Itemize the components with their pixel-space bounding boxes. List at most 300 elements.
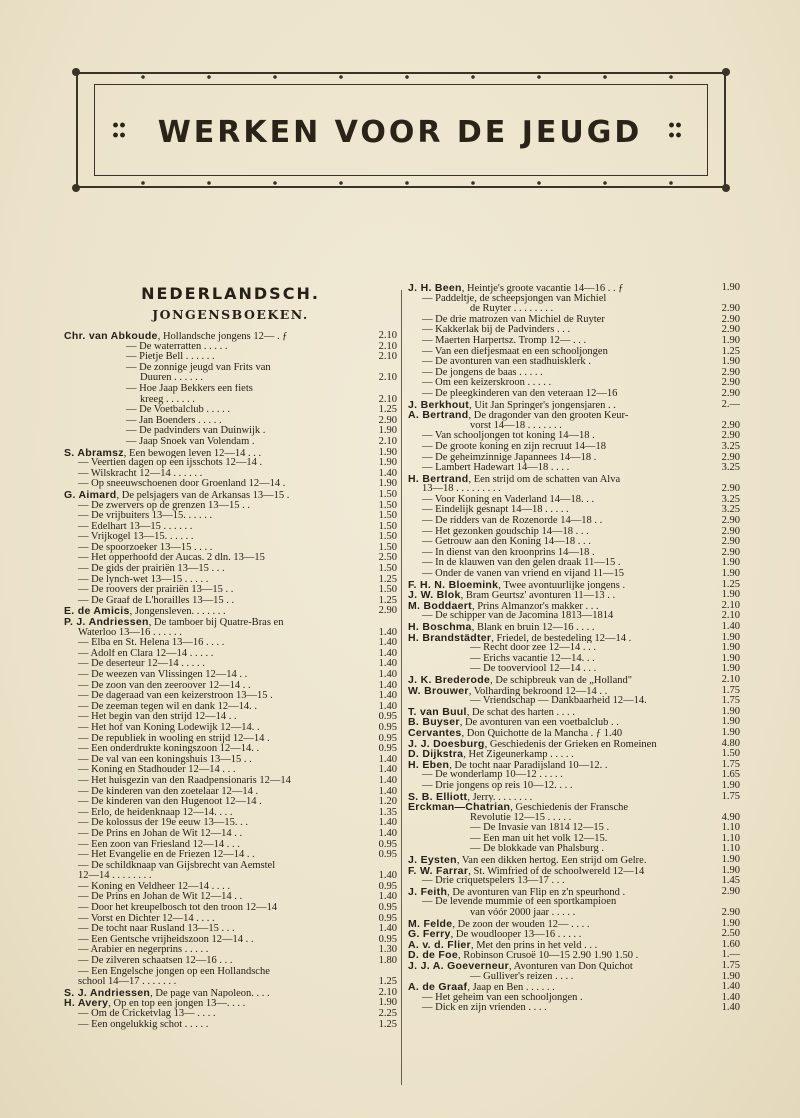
book-title bbox=[408, 389, 740, 400]
book-title bbox=[64, 882, 397, 893]
book-title bbox=[64, 448, 397, 459]
ornament-left-icon bbox=[112, 120, 126, 140]
book-entry bbox=[64, 617, 397, 628]
title-text: — Een onderdrukte koningszoon 12—14. . bbox=[78, 744, 260, 755]
author-name: J. Berkhout bbox=[408, 399, 470, 411]
book-title bbox=[64, 734, 397, 745]
title-text: , Uit Jan Springer's jongensjaren . . bbox=[469, 399, 616, 411]
page-title: WERKEN VOOR DE JEUGD bbox=[157, 115, 643, 150]
book-entry bbox=[64, 628, 397, 639]
book-title bbox=[408, 304, 740, 315]
book-price: 2.90 bbox=[721, 547, 740, 558]
book-title bbox=[64, 998, 397, 1009]
title-text: , Avonturen van Don Quichot bbox=[509, 961, 633, 972]
title-text: , De zoon der wouden 12— . . . . bbox=[452, 918, 590, 930]
title-text: — De spoorzoeker 13—15 . . . . bbox=[78, 542, 213, 553]
book-price: 1.25 bbox=[378, 574, 397, 585]
book-title bbox=[64, 723, 397, 734]
title-text: — Koning en Stadhouder 12—14 . . . bbox=[78, 765, 236, 776]
title-text: , Jongensleven. . . . . . . bbox=[129, 606, 226, 618]
title-text: de Ruyter . . . . . . . . bbox=[470, 304, 554, 315]
book-title bbox=[408, 601, 740, 612]
book-entry bbox=[64, 342, 397, 353]
book-title bbox=[408, 315, 740, 326]
book-title bbox=[64, 543, 397, 554]
title-text: — Van een diefjesmaat en een schooljongen bbox=[422, 346, 608, 357]
book-entry bbox=[408, 813, 740, 824]
title-text: , Jerry. . . . . . . . bbox=[467, 791, 533, 803]
book-title bbox=[64, 755, 397, 766]
title-text: — De dageraad van een keizerstroon 13—15 . bbox=[78, 691, 273, 702]
book-title bbox=[64, 818, 397, 829]
book-price: 1.90 bbox=[378, 998, 397, 1009]
title-text: — Het hof van Koning Lodewijk 12—14. . bbox=[78, 722, 260, 733]
book-entry bbox=[408, 590, 740, 601]
book-price: 2.90 bbox=[721, 388, 740, 399]
book-entry bbox=[408, 897, 740, 908]
title-text: — De zeeman tegen wil en dank 12—14. . bbox=[78, 701, 258, 712]
book-entry bbox=[408, 844, 740, 855]
book-title bbox=[64, 935, 397, 946]
book-title bbox=[408, 686, 740, 697]
book-title bbox=[64, 352, 397, 363]
title-text: 12—14 . . . . . . . . bbox=[78, 871, 152, 882]
book-entry bbox=[408, 876, 740, 887]
book-title bbox=[408, 654, 740, 665]
book-price: 1.10 bbox=[721, 823, 740, 834]
book-title bbox=[408, 855, 740, 866]
title-text: — De avonturen van een stadhuisklerk . bbox=[422, 357, 591, 368]
book-entry bbox=[64, 998, 397, 1009]
book-price: 0.95 bbox=[378, 712, 397, 723]
book-price: 2.10 bbox=[721, 611, 740, 622]
author-name: A. de Graaf bbox=[408, 982, 468, 993]
title-text: — De schildknaap van Gijsbrecht van Aemstel bbox=[78, 860, 276, 871]
title-text: — Gulliver's reizen . . . . bbox=[470, 971, 574, 982]
book-title bbox=[64, 744, 397, 755]
book-entry bbox=[64, 606, 397, 617]
book-title bbox=[408, 897, 740, 908]
book-title bbox=[408, 813, 740, 824]
book-price: 1.25 bbox=[378, 1019, 397, 1030]
book-price: 0.95 bbox=[378, 744, 397, 755]
book-title bbox=[64, 988, 397, 999]
book-price: 1.50 bbox=[378, 532, 397, 543]
book-entry bbox=[64, 702, 397, 713]
book-entry bbox=[64, 776, 397, 787]
book-entry bbox=[64, 903, 397, 914]
right-book-list bbox=[408, 283, 740, 1014]
book-price: 1.90 bbox=[721, 664, 740, 675]
book-entry bbox=[408, 654, 740, 665]
book-entry bbox=[64, 892, 397, 903]
book-price: 1.40 bbox=[378, 818, 397, 829]
author-name: W. Brouwer bbox=[408, 685, 469, 697]
book-price: 2.90 bbox=[378, 415, 397, 426]
book-entry bbox=[64, 596, 397, 607]
book-title bbox=[408, 760, 740, 771]
book-entry bbox=[408, 908, 740, 919]
title-text: — Jan Boenders . . . . . bbox=[126, 415, 222, 426]
title-text: — Een zoon van Friesland 12—14 . . . bbox=[78, 839, 240, 850]
title-text: — De gids der prairiën 13—15 . . . bbox=[78, 564, 225, 575]
book-title bbox=[64, 776, 397, 787]
book-price: 1.50 bbox=[378, 500, 397, 511]
book-entry bbox=[64, 458, 397, 469]
book-price: 1.75 bbox=[721, 791, 740, 802]
left-book-list bbox=[64, 331, 397, 1030]
book-entry bbox=[408, 675, 740, 686]
book-title bbox=[408, 993, 740, 1004]
book-title bbox=[64, 1009, 397, 1020]
book-price: 1.40 bbox=[378, 638, 397, 649]
author-name: H. Boschma bbox=[408, 622, 472, 633]
book-title bbox=[408, 463, 740, 474]
book-title bbox=[64, 342, 397, 353]
book-entry bbox=[408, 792, 740, 803]
book-price: 2.90 bbox=[721, 314, 740, 325]
book-title bbox=[64, 469, 397, 480]
book-price: 2.10 bbox=[378, 987, 397, 998]
book-entry bbox=[408, 505, 740, 516]
book-title bbox=[408, 633, 740, 644]
author-name: T. van Buul bbox=[408, 706, 467, 718]
book-price: 1.80 bbox=[378, 956, 397, 967]
book-entry bbox=[64, 490, 397, 501]
book-title bbox=[64, 712, 397, 723]
book-title bbox=[64, 967, 397, 978]
title-text: — De val van een koningshuis 13—15 . . bbox=[78, 754, 252, 765]
book-price: 1.90 bbox=[721, 643, 740, 654]
title-text: — De zoon van den zeeroover 12—14 . . bbox=[78, 680, 251, 691]
title-text: — Pietje Bell . . . . . . bbox=[126, 352, 215, 363]
title-text: — De levende mummie of een sportkampioen bbox=[422, 897, 617, 908]
book-title bbox=[64, 797, 397, 808]
book-entry bbox=[64, 797, 397, 808]
header-dots-bottom bbox=[110, 180, 692, 186]
book-price: 1.40 bbox=[378, 670, 397, 680]
book-entry bbox=[64, 522, 397, 533]
book-title bbox=[64, 511, 397, 522]
title-text: , Twee avontuurlijke jongens . bbox=[498, 579, 626, 591]
book-price: 0.95 bbox=[378, 934, 397, 945]
title-text: — De Prins en Johan de Wit 12—14 . . bbox=[78, 892, 243, 903]
book-price: 2.90 bbox=[721, 420, 740, 431]
book-title bbox=[408, 717, 740, 728]
book-entry bbox=[64, 840, 397, 851]
title-text: — De republiek in wooling en strijd 12—14 . bbox=[78, 733, 270, 744]
book-title bbox=[64, 458, 397, 469]
title-text: , De woudlooper 13—16 . . . . . bbox=[450, 929, 582, 940]
title-text: , Een bewogen leven 12—14 . . . bbox=[123, 447, 262, 459]
title-text: , De dragonder van den grooten Keur- bbox=[468, 410, 629, 421]
book-title bbox=[408, 347, 740, 358]
book-entry bbox=[64, 448, 397, 459]
title-text: — De roovers der prairiën 13—15 . . bbox=[78, 585, 234, 596]
book-title bbox=[64, 606, 397, 617]
title-text: — Door het kreupelbosch tot den troon 12—14 bbox=[78, 903, 278, 914]
book-entry bbox=[64, 861, 397, 872]
book-entry bbox=[64, 935, 397, 946]
book-title bbox=[64, 363, 397, 374]
book-title bbox=[64, 437, 397, 448]
book-price: 2.10 bbox=[721, 600, 740, 611]
book-title bbox=[64, 924, 397, 935]
book-title bbox=[64, 945, 397, 956]
book-entry bbox=[408, 537, 740, 548]
book-title bbox=[408, 505, 740, 516]
book-entry bbox=[64, 395, 397, 406]
book-price: 3.25 bbox=[721, 494, 740, 505]
title-text: , Hollandsche jongens 12— . ƒ bbox=[157, 331, 288, 342]
book-entry bbox=[64, 977, 397, 988]
book-price: 2.90 bbox=[721, 484, 740, 495]
book-entry bbox=[408, 368, 740, 379]
book-title bbox=[408, 834, 740, 845]
book-title bbox=[64, 765, 397, 776]
book-entry bbox=[408, 347, 740, 358]
book-title bbox=[64, 914, 397, 925]
book-entry bbox=[408, 378, 740, 389]
book-entry bbox=[408, 357, 740, 368]
book-price: 1.90 bbox=[721, 865, 740, 876]
title-text: — De pleegkinderen van den veteraan 12—16 bbox=[422, 388, 618, 399]
book-entry bbox=[408, 294, 740, 305]
title-text: — Hoe Jaap Bekkers een fiets bbox=[126, 383, 253, 394]
book-title bbox=[64, 373, 397, 384]
book-entry bbox=[408, 283, 740, 294]
title-text: — De tooverviool 12—14 . . . bbox=[470, 664, 597, 675]
book-title bbox=[64, 575, 397, 586]
book-title bbox=[408, 929, 740, 940]
book-title bbox=[64, 628, 397, 639]
title-text: , Met den prins in het veld . . . bbox=[470, 939, 598, 951]
book-entry bbox=[408, 707, 740, 718]
book-price: 1.40 bbox=[378, 786, 397, 797]
book-title bbox=[408, 590, 740, 601]
author-name: J. H. Been bbox=[408, 283, 462, 294]
title-text: — De Prins en Johan de Wit 12—14 . . bbox=[78, 828, 243, 839]
title-text: , Blank en bruin 12—16 . . . . bbox=[471, 622, 595, 633]
title-text: — Het Evangelie en de Friezen 12—14 . . bbox=[78, 850, 255, 861]
book-title bbox=[64, 840, 397, 851]
book-entry bbox=[408, 993, 740, 1004]
book-title bbox=[64, 384, 397, 395]
book-title bbox=[408, 516, 740, 527]
book-entry bbox=[64, 670, 397, 681]
book-price: 1.90 bbox=[721, 855, 740, 866]
title-text: Revolutie 12—15 . . . . . bbox=[470, 812, 572, 823]
book-price: 1.25 bbox=[378, 977, 397, 988]
book-entry bbox=[64, 691, 397, 702]
book-title bbox=[64, 395, 397, 406]
author-name: J. J. A. Goeverneur bbox=[408, 961, 510, 972]
title-text: — Op sneeuwschoenen door Groenland 12—14 . bbox=[78, 479, 286, 490]
book-title bbox=[408, 400, 740, 411]
title-text: — Onder de vanen van vriend en vijand 11—15 bbox=[422, 569, 624, 580]
book-price: 1.40 bbox=[378, 648, 397, 659]
book-entry bbox=[408, 495, 740, 506]
author-name: F. W. Farrar bbox=[408, 865, 469, 877]
title-text: , Het Zigeunerkamp . . . . . bbox=[463, 749, 574, 760]
book-title bbox=[408, 484, 740, 495]
book-entry bbox=[408, 717, 740, 728]
book-entry bbox=[64, 384, 397, 395]
author-name: J. W. Blok bbox=[408, 590, 461, 601]
book-price: 3.25 bbox=[721, 505, 740, 516]
title-text: — Van schooljongen tot koning 14—18 . bbox=[422, 431, 595, 442]
book-price: 1.90 bbox=[378, 458, 397, 469]
book-title bbox=[408, 527, 740, 538]
book-price: 1.50 bbox=[378, 511, 397, 522]
book-price: 1.75 bbox=[721, 961, 740, 971]
title-text: — Kakkerlak bij de Padvinders . . . bbox=[422, 325, 571, 336]
book-entry bbox=[408, 389, 740, 400]
author-name: H. Eben bbox=[408, 759, 450, 771]
author-name: H. Brandstädter bbox=[408, 632, 492, 644]
book-title bbox=[408, 823, 740, 834]
book-price: 1.25 bbox=[378, 595, 397, 606]
book-price: 1.90 bbox=[378, 426, 397, 437]
book-entry bbox=[64, 914, 397, 925]
book-entry bbox=[408, 802, 740, 813]
book-entry bbox=[408, 463, 740, 474]
book-price: 1.10 bbox=[721, 844, 740, 855]
book-price: 1.40 bbox=[378, 659, 397, 670]
title-text: — Dick en zijn vrienden . . . . bbox=[422, 1003, 547, 1014]
book-entry bbox=[64, 734, 397, 745]
book-title bbox=[408, 357, 740, 368]
title-text: — Getrouw aan den Koning 14—18 . . . bbox=[422, 537, 591, 548]
book-entry bbox=[408, 601, 740, 612]
title-text: — De ridders van de Rozenorde 14—18 . . bbox=[422, 516, 603, 527]
book-price: 1.40 bbox=[378, 627, 397, 638]
title-text: — Het opperhoofd der Aucas. 2 dln. 13—15 bbox=[78, 553, 265, 564]
book-entry bbox=[64, 638, 397, 649]
book-price: 1.90 bbox=[721, 357, 740, 368]
book-title bbox=[64, 903, 397, 914]
book-title bbox=[408, 421, 740, 432]
book-title bbox=[408, 442, 740, 453]
book-entry bbox=[408, 633, 740, 644]
book-title bbox=[408, 643, 740, 654]
book-entry bbox=[408, 823, 740, 834]
title-text: , Geschiedenis der Fransche bbox=[510, 802, 629, 813]
book-entry bbox=[64, 649, 397, 660]
book-title bbox=[408, 580, 740, 591]
book-title bbox=[408, 876, 740, 887]
title-text: — Een ongelukkig schot . . . . . bbox=[78, 1019, 209, 1030]
book-entry bbox=[408, 400, 740, 411]
book-price: 1.25 bbox=[378, 405, 397, 416]
title-text: — Eindelijk gesnapt 14—18 . . . . . bbox=[422, 505, 569, 516]
book-price: 1.50 bbox=[378, 564, 397, 575]
title-text: — De vrijbuiters 13—15. . . . . . bbox=[78, 511, 213, 522]
book-entry bbox=[64, 585, 397, 596]
book-entry bbox=[408, 304, 740, 315]
book-price: 1.50 bbox=[378, 521, 397, 532]
author-name: Erckman—Chatrian bbox=[408, 802, 511, 813]
book-entry bbox=[408, 940, 740, 951]
book-price: 3.25 bbox=[721, 441, 740, 452]
book-title bbox=[64, 871, 397, 882]
book-title bbox=[64, 649, 397, 660]
book-price: 2.10 bbox=[378, 352, 397, 363]
book-price: 2.90 bbox=[721, 378, 740, 389]
book-title bbox=[408, 294, 740, 305]
author-name: E. de Amicis bbox=[64, 606, 130, 618]
book-title bbox=[408, 495, 740, 506]
book-entry bbox=[64, 659, 397, 670]
book-title bbox=[408, 802, 740, 813]
title-text: — De zwervers op de grenzen 13—15 . . bbox=[78, 500, 251, 511]
book-entry bbox=[408, 929, 740, 940]
book-price: 2.90 bbox=[721, 325, 740, 336]
book-entry bbox=[408, 325, 740, 336]
title-text: — Een man uit het volk 12—15. bbox=[470, 833, 608, 844]
title-text: — De Invasie van 1814 12—15 . bbox=[470, 823, 610, 834]
title-text: — Het begin van den strijd 12—14 . . bbox=[78, 712, 237, 723]
book-entry bbox=[64, 850, 397, 861]
book-entry bbox=[64, 564, 397, 575]
title-text: , Prins Almanzor's makker . . . bbox=[471, 600, 599, 612]
book-price: 0.95 bbox=[378, 733, 397, 744]
title-text: — Wilskracht 12—14 . . . . . . bbox=[78, 468, 203, 479]
book-entry bbox=[64, 426, 397, 437]
book-price: 1.90 bbox=[721, 653, 740, 664]
title-text: — Om de Cricketvlag 13— . . . . bbox=[78, 1009, 216, 1019]
book-price: 1.40 bbox=[721, 1003, 740, 1014]
book-entry bbox=[408, 664, 740, 675]
book-title bbox=[408, 707, 740, 718]
book-title bbox=[408, 410, 740, 421]
title-text: — Het huisgezin van den Raadpensionaris 12—14 bbox=[78, 775, 291, 786]
book-price: 1.45 bbox=[721, 876, 740, 887]
book-title bbox=[408, 368, 740, 379]
ornament-right-icon bbox=[668, 120, 682, 140]
title-text: van vóór 2000 jaar . . . . . bbox=[470, 908, 576, 919]
title-text: — Edelhart 13—15 . . . . . . bbox=[78, 521, 193, 532]
book-title bbox=[408, 940, 740, 951]
book-entry bbox=[408, 315, 740, 326]
book-entry bbox=[64, 988, 397, 999]
title-text: kreeg . . . . . . bbox=[140, 394, 195, 405]
book-entry bbox=[408, 453, 740, 464]
book-title bbox=[408, 982, 740, 993]
book-title bbox=[64, 892, 397, 903]
frame-corner-dot bbox=[72, 68, 80, 76]
frame-corner-dot bbox=[722, 184, 730, 192]
book-price: 1.40 bbox=[378, 765, 397, 776]
title-text: — Lambert Hadewart 14—18 . . . . bbox=[422, 463, 570, 474]
book-price: 1.40 bbox=[378, 701, 397, 712]
book-title bbox=[408, 866, 740, 877]
book-price: 4.90 bbox=[721, 812, 740, 823]
book-title bbox=[64, 850, 397, 861]
book-price: 2.10 bbox=[378, 331, 397, 341]
title-text: , De avonturen van een voetbalclub . . bbox=[459, 717, 619, 728]
book-title bbox=[408, 664, 740, 675]
title-text: , De schat des harten . . . . bbox=[466, 706, 575, 718]
author-name: A. Bertrand bbox=[408, 410, 469, 421]
book-price: 1.40 bbox=[378, 754, 397, 765]
author-name: G. Ferry bbox=[408, 929, 451, 940]
book-title bbox=[64, 596, 397, 607]
book-price: 1.75 bbox=[721, 685, 740, 696]
book-entry bbox=[408, 866, 740, 877]
title-text: — De jongens de baas . . . . . bbox=[422, 367, 543, 378]
book-price: 2.90 bbox=[721, 516, 740, 527]
